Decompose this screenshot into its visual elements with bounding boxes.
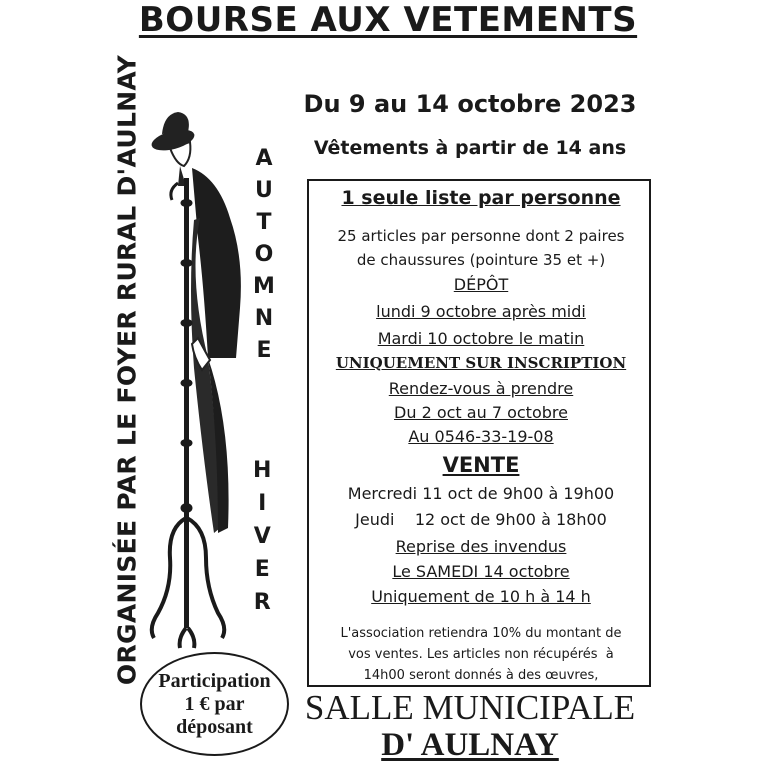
- season-letter: U: [255, 178, 273, 203]
- articles-line: de chaussures (pointure 35 et +): [356, 251, 606, 269]
- rdv-phone: Au 0546-33-19-08: [408, 427, 554, 446]
- season-letter: N: [254, 306, 274, 331]
- date-range: Du 9 au 14 octobre 2023: [303, 90, 637, 118]
- depot-heading: DÉPÔT: [453, 275, 509, 294]
- participation-line: Participation: [158, 669, 271, 692]
- gentleman-coat-rack-illustration: [148, 108, 248, 653]
- venue-town: D' AULNAY: [381, 727, 559, 763]
- season-letter: E: [256, 338, 272, 363]
- venue-name: SALLE MUNICIPALE: [304, 688, 636, 727]
- season-letter: R: [253, 590, 271, 615]
- age-requirement: Vêtements à partir de 14 ans: [313, 137, 627, 159]
- vente-schedule: Mercredi 11 oct de 9h00 à 19h00: [347, 484, 615, 503]
- articles-line: 25 articles par personne dont 2 paires: [337, 227, 625, 245]
- organizer-vertical-text: ORGANISÉE PAR LE FOYER RURAL D'AULNAY: [112, 54, 142, 686]
- note-line: L'association retiendra 10% du montant de: [340, 626, 622, 641]
- vente-schedule: Jeudi 12 oct de 9h00 à 18h00: [355, 510, 607, 529]
- season-word-hiver: [253, 458, 271, 615]
- vente-heading: VENTE: [442, 453, 520, 477]
- season-letter: E: [254, 557, 270, 582]
- info-box: [307, 179, 651, 687]
- depot-date: Mardi 10 octobre le matin: [377, 329, 585, 348]
- box-heading: 1 seule liste par personne: [341, 187, 621, 209]
- reprise-line: Le SAMEDI 14 octobre: [392, 562, 570, 581]
- depot-date: lundi 9 octobre après midi: [376, 302, 586, 321]
- season-letter: I: [258, 491, 267, 516]
- rdv-line: Rendez-vous à prendre: [388, 379, 574, 398]
- season-letter: H: [253, 458, 272, 483]
- participation-line: déposant: [176, 715, 253, 738]
- season-letter: O: [254, 242, 274, 267]
- participation-line: 1 € par: [184, 692, 245, 715]
- season-letter: A: [255, 146, 273, 171]
- poster-title: BOURSE AUX VETEMENTS: [138, 0, 638, 40]
- season-letter: T: [256, 210, 272, 235]
- season-word-automne: [253, 146, 275, 363]
- season-letter: M: [253, 274, 275, 299]
- season-letter: V: [253, 524, 271, 549]
- inscription-notice: UNIQUEMENT SUR INSCRIPTION: [335, 354, 627, 372]
- rdv-line: Du 2 oct au 7 octobre: [394, 403, 568, 422]
- note-line: vos ventes. Les articles non récupérés à: [348, 647, 614, 662]
- reprise-line: Reprise des invendus: [395, 537, 567, 556]
- participation-oval: [140, 652, 289, 756]
- note-line: 14h00 seront donnés à des œuvres,: [363, 668, 599, 683]
- reprise-line: Uniquement de 10 h à 14 h: [371, 587, 591, 606]
